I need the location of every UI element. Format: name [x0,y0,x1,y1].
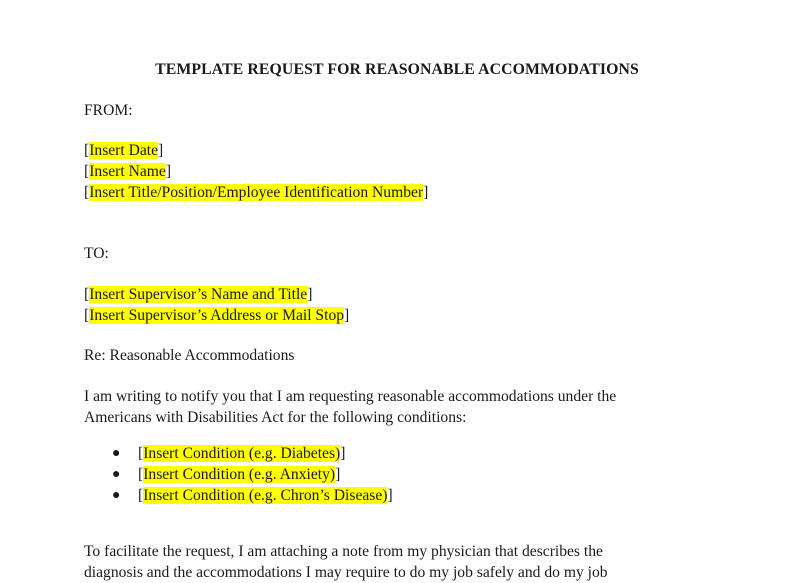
open-bracket: [ [138,487,144,504]
to-field-supervisor-name [84,284,312,305]
from-field-date [84,140,163,161]
close-bracket: ] [165,163,172,180]
placeholder-supervisor-name: Insert Supervisor’s Name and Title [89,286,308,303]
placeholder-title: Insert Title/Position/Employee Identification Number [89,184,424,201]
close-bracket: ] [340,445,346,462]
bullet-icon: ● [112,488,121,503]
open-bracket: [ [84,163,90,180]
from-field-name [84,161,171,182]
from-field-title [84,182,428,203]
condition-text [138,464,340,485]
facilitate-line-2: diagnosis and the accommodations I may require to do my job safely and do my job [84,564,608,581]
document-title: TEMPLATE REQUEST FOR REASONABLE ACCOMMODATIONS [155,61,639,78]
placeholder-supervisor-address: Insert Supervisor’s Address or Mail Stop [89,307,345,324]
open-bracket: [ [138,466,144,483]
condition-text [138,443,345,464]
intro-line-1: I am writing to notify you that I am requesting reasonable accommodations under the [84,388,617,405]
open-bracket: [ [138,445,144,462]
placeholder-condition-3: Insert Condition (e.g. Chron’s Disease) [143,487,388,504]
to-label: TO: [84,245,109,262]
close-bracket: ] [423,184,429,201]
facilitate-line-1: To facilitate the request, I am attaching a note from my physician that describes the [84,543,603,560]
bullet-icon: ● [112,446,121,461]
open-bracket: [ [84,307,90,324]
placeholder-condition-2: Insert Condition (e.g. Anxiety) [143,466,336,483]
close-bracket: ] [307,286,313,303]
close-bracket: ] [387,487,393,504]
placeholder-condition-1: Insert Condition (e.g. Diabetes) [143,445,341,462]
open-bracket: [ [84,286,90,303]
close-bracket: ] [344,307,350,324]
placeholder-date: Insert Date [89,142,159,159]
bullet-icon: ● [112,467,121,482]
placeholder-name: Insert Name [89,163,166,180]
re-line: Re: Reasonable Accommodations [84,347,295,364]
open-bracket: [ [84,142,90,159]
close-bracket: ] [335,466,341,483]
from-label: FROM: [84,102,133,119]
open-bracket: [ [84,184,90,201]
close-bracket: ] [158,142,164,159]
to-field-supervisor-address [84,305,349,326]
intro-line-2: Americans with Disabilities Act for the following conditions: [84,409,467,426]
condition-text [138,485,393,506]
